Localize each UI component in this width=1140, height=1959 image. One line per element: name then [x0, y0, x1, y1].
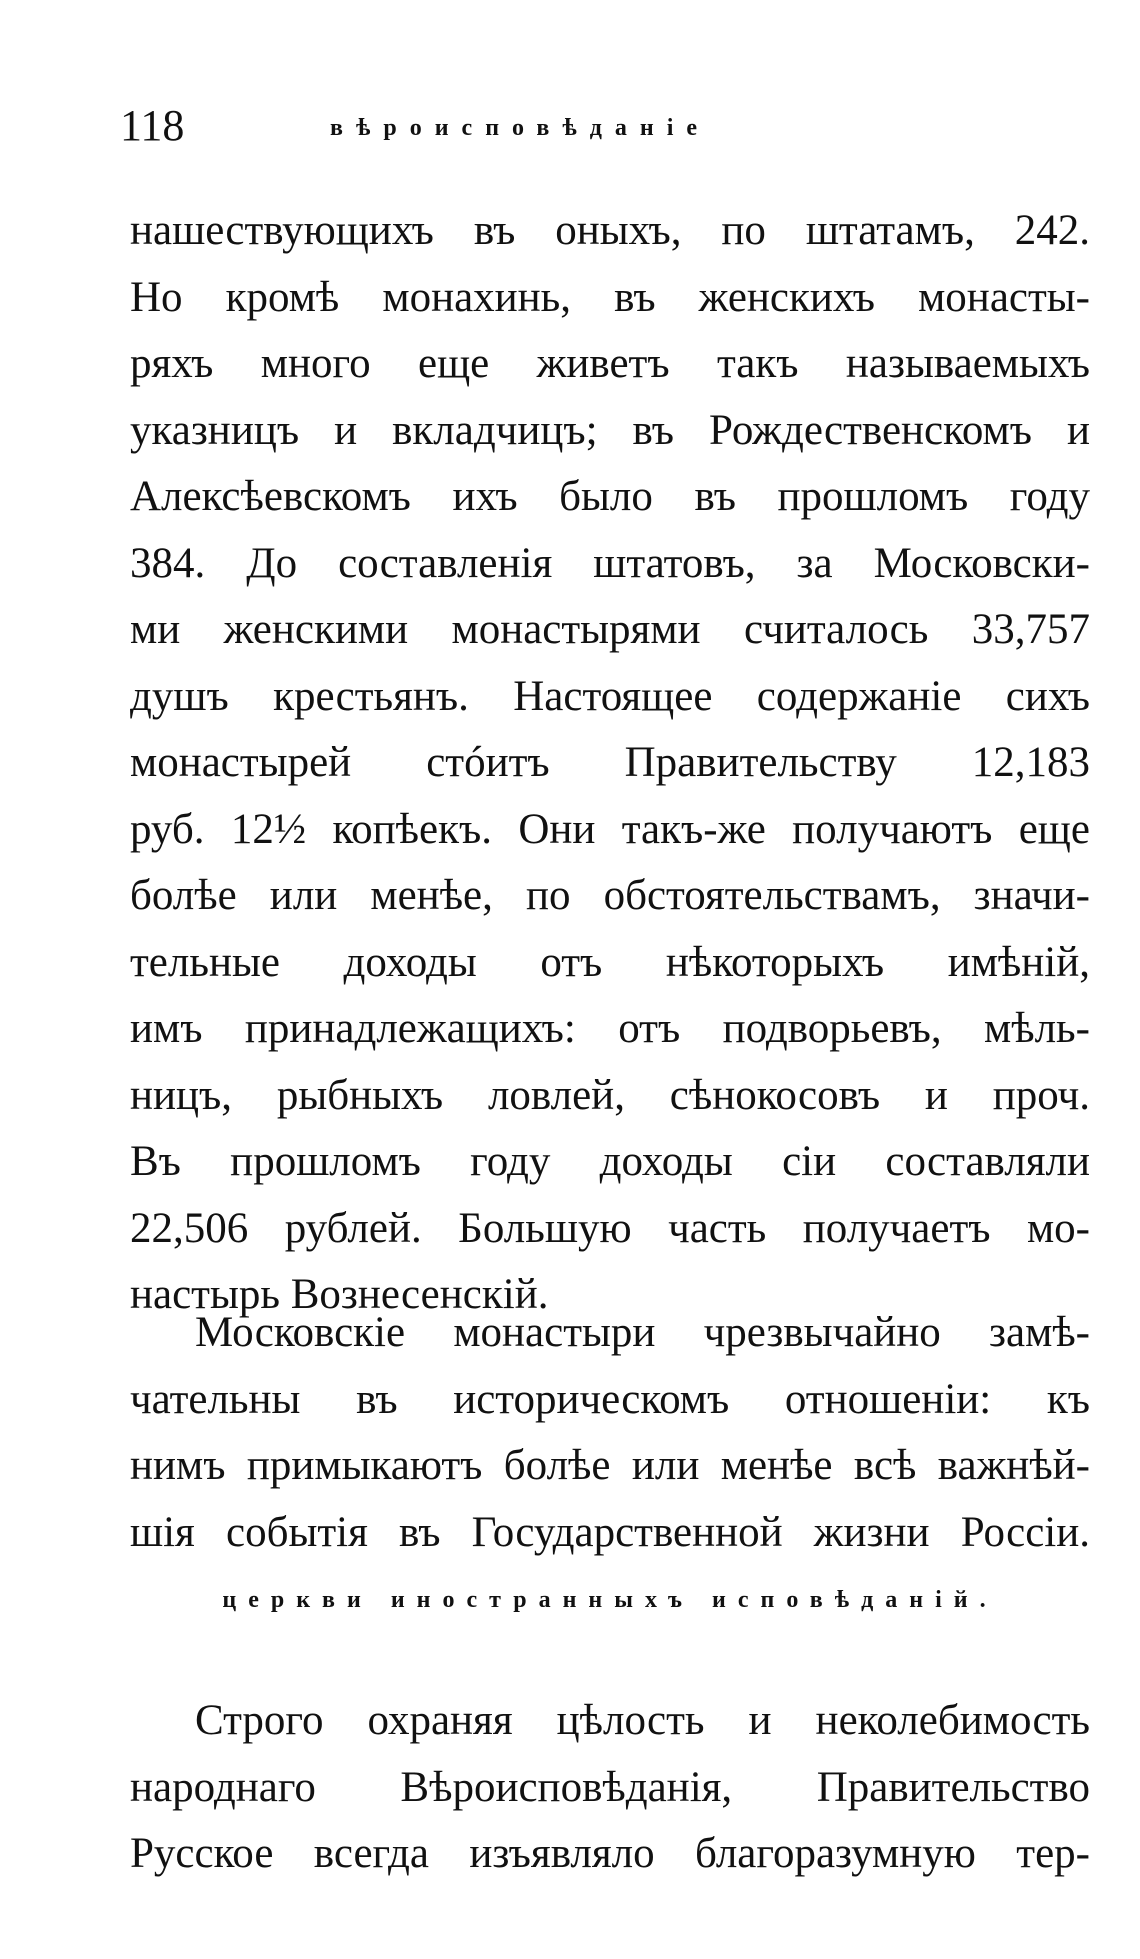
text-line: 384. До составленія штатовъ, за Московски-	[130, 539, 1090, 587]
page-number: 118	[120, 101, 185, 150]
text-line: народнаго Вѣроисповѣданія, Правительство	[130, 1763, 1090, 1811]
text-line: 22,506 рублей. Большую часть получаетъ мо-	[130, 1204, 1090, 1252]
text-line: Алексѣевскомъ ихъ было въ прошломъ году	[130, 473, 1090, 520]
text-line: имъ принадлежащихъ: отъ подворьевъ, мѣль-	[130, 1005, 1090, 1052]
text-line: настырь Вознесенскій.	[130, 1271, 549, 1318]
text-line: ми женскими монастырями считалось 33,757	[130, 606, 1090, 653]
paragraph-3	[130, 1688, 1090, 1888]
running-head	[120, 96, 1080, 156]
text-line: ницъ, рыбныхъ ловлей, сѣнокосовъ и проч.	[130, 1071, 1090, 1119]
text-line: чательны въ историческомъ отношеніи: къ	[130, 1375, 1090, 1423]
text-line: шія событія въ Государственной жизни Россіи.	[130, 1508, 1090, 1556]
section-heading: церкви иностранныхъ исповѣданій.	[222, 1587, 998, 1613]
text-line: указницъ и вкладчицъ; въ Рождественскомъ и	[130, 406, 1090, 454]
text-line: монастырей стóитъ Правительству 12,183	[130, 739, 1090, 786]
text-line: нашествующихъ въ оныхъ, по штатамъ, 242.	[130, 207, 1090, 254]
running-title: вѣроисповѣданіе	[330, 115, 711, 141]
text-line: нимъ примыкаютъ болѣе или менѣе всѣ важнѣй-	[130, 1442, 1090, 1489]
text-line: тельные доходы отъ нѣкоторыхъ имѣній,	[130, 938, 1090, 986]
text-line: Но кромѣ монахинь, въ женскихъ монасты-	[130, 273, 1090, 321]
paragraph-2	[130, 1300, 1090, 1566]
text-line: болѣе или менѣе, по обстоятельствамъ, значи-	[130, 872, 1090, 919]
text-line: Русское всегда изъявляло благоразумную тер-	[130, 1830, 1090, 1877]
text-line: ряхъ много еще живетъ такъ называемыхъ	[130, 340, 1090, 387]
text-line: Въ прошломъ году доходы сіи составляли	[130, 1138, 1090, 1185]
text-line: душъ крестьянъ. Настоящее содержаніе сихъ	[130, 672, 1090, 720]
text-line: Московскіе монастыри чрезвычайно замѣ-	[195, 1309, 1090, 1356]
text-line: руб. 12½ копѣекъ. Они такъ-же получаютъ еще	[130, 805, 1090, 853]
text-line: Строго охраняя цѣлость и неколебимость	[195, 1697, 1090, 1744]
paragraph-1	[130, 198, 1090, 1329]
